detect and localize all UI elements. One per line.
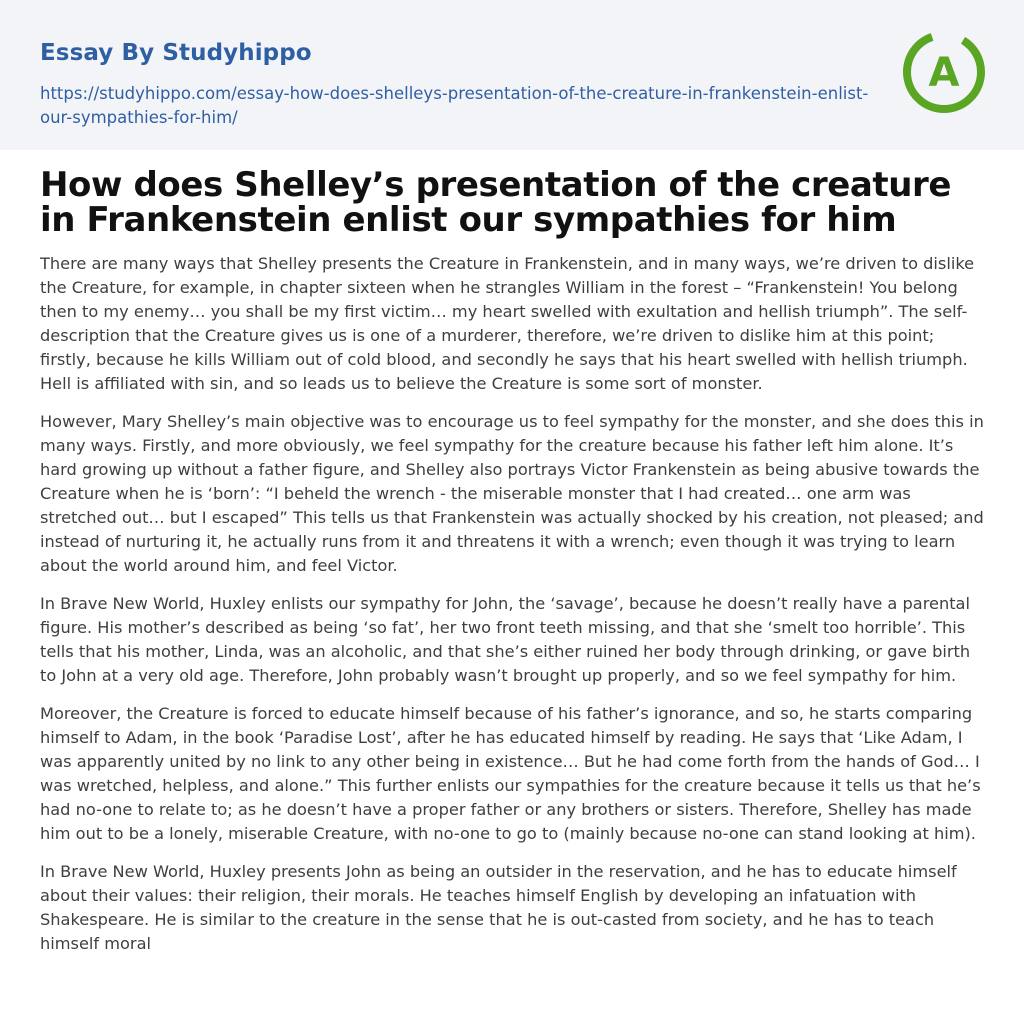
essay-paragraph: Moreover, the Creature is forced to educate himself because of his father’s ignorance, and so, he starts comparing himself to Adam, in the book ‘Paradise Lost’, after he has educated himself by reading. He says that ‘Like Adam, I was apparently united by no link to any other being in existence… But he had come forth from the hands of God… I was wretched, helpless, and alone.” This further enlists our sympathies for the creature because it tells us that he’s had no-one to relate to; as he doesn’t have a proper father or any brothers or sisters. Therefore, Shelley has made him out to be a lonely, miserable Creature, with no-one to go to (mainly because no-one can stand looking at him). [40,704,981,843]
essay-paragraph: However, Mary Shelley’s main objective was to encourage us to feel sympathy for the monster, and she does this in many ways. Firstly, and more obviously, we feel sympathy for the creature because his father left him alone. It’s hard growing up without a father figure, and Shelley also portrays Victor Frankenstein as being abusive towards the Creature when he is ‘born’: “I beheld the wrench - the miserable monster that I had created… one arm was stretched out… but I escaped” This tells us that Frankenstein was actually shocked by his creation, not pleased; and instead of nurturing it, he actually runs from it and threatens it with a wrench; even though it was trying to learn about the world around him, and feel Victor. [40,412,984,575]
source-url-line-2[interactable]: enlist-our-sympathies-for-him/ [40,84,869,127]
brand-title[interactable]: Essay By Studyhippo [40,40,312,66]
essay-paragraph: There are many ways that Shelley presents the Creature in Frankenstein, and in many ways, we’re driven to dislike the Creature, for example, in chapter sixteen when he strangles William in the forest – “Frankenstein! You belong then to my enemy… you shall be my first victim… my heart swelled with exultation and hellish triumph”. The self-description that the Creature gives us is one of a murderer, therefore, we’re driven to dislike him at this point; firstly, because he kills William out of cold blood, and secondly he says that his heart swelled with hellish triumph. Hell is affiliated with sin, and so leads us to believe the Creature is some sort of monster. [40,254,975,393]
source-url-link[interactable] [40,82,870,130]
studyhippo-logo-icon[interactable] [900,28,988,116]
essay-paragraph: In Brave New World, Huxley presents John as being an outsider in the reservation, and he has to educate himself about their values: their religion, their morals. He teaches himself English by developing an infatuation with Shakespeare. He is similar to the creature in the sense that he is out-casted from society, and he has to teach himself moral [40,862,957,953]
site-header [0,0,1024,150]
essay-content [40,165,984,956]
essay-paragraph: In Brave New World, Huxley enlists our sympathy for John, the ‘savage’, because he doesn’t really have a parental figure. His mother’s described as being ‘so fat’, her two front teeth missing, and that she ‘smelt too horrible’. This tells that his mother, Linda, was an alcoholic, and that she’s either ruined her body through drinking, or gave birth to John at a very old age. Therefore, John probably wasn’t brought up properly, and so we feel sympathy for him. [40,594,971,685]
essay-title: How does Shelley’s presentation of the creature in Frankenstein enlist our sympathies for him [40,165,952,240]
logo-letter: A [928,50,960,96]
source-url-line-1[interactable]: https://studyhippo.com/essay-how-does-shelleys-presentation-of-the-creature-in-frankenstein- [40,84,818,103]
